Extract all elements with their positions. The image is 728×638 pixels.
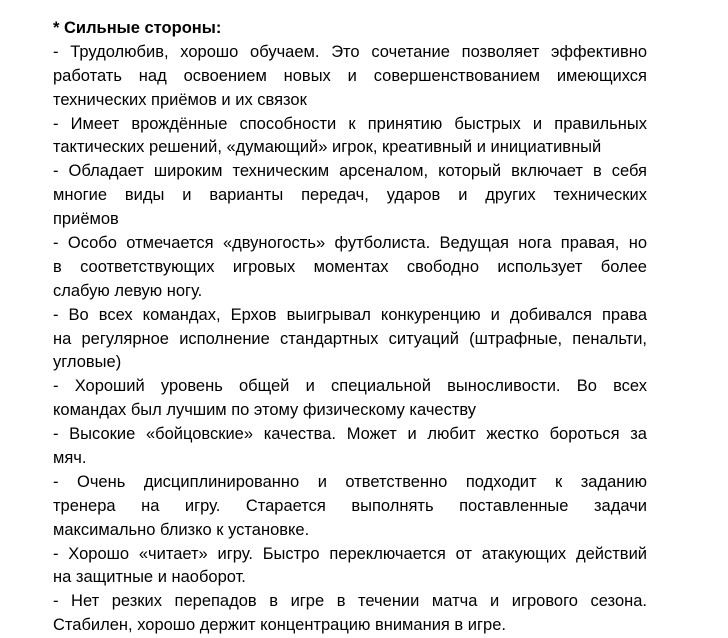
text-line: тактических решений, «думающий» игрок, креативный и инициативный <box>53 138 602 157</box>
text-line: командах был лучшим по этому физическому качеству <box>53 401 477 420</box>
text-line: в соответствующих игровых моментах свободно использует более <box>53 257 647 276</box>
text-line: - Особо отмечается «двуногость» футболиста. Ведущая нога правая, но <box>53 234 647 253</box>
text-line: приёмов <box>53 210 119 229</box>
section-title: * Сильные стороны: <box>53 19 222 37</box>
text-line: - Обладает широким техническим арсеналом, который включает в себя <box>53 162 647 181</box>
text-line: на защитные и наоборот. <box>53 568 246 587</box>
text-line: работать над освоением новых и совершенствованием имеющихся <box>53 66 647 85</box>
text-line: - Нет резких перепадов в игре в течении матча и игрового сезона. <box>53 592 647 611</box>
text-line: максимально близко к установке. <box>53 520 310 539</box>
document-body <box>53 17 647 638</box>
text-line: многие виды и варианты передач, ударов и других технических <box>53 186 647 205</box>
text-line: Стабилен, хорошо держит концентрацию внимания в игре. <box>53 616 506 635</box>
text-line: - Очень дисциплинированно и ответственно подходит к заданию <box>53 472 647 491</box>
text-line: слабую левую ногу. <box>53 281 203 300</box>
text-line: технических приёмов и их связок <box>53 90 307 109</box>
text-line: угловые) <box>53 353 122 372</box>
text-line: - Хорошо «читает» игру. Быстро переключается от атакующих действий <box>53 544 647 563</box>
text-line: - Высокие «бойцовские» качества. Может и любит жестко бороться за <box>53 425 647 444</box>
text-line: - Во всех командах, Ерхов выигрывал конкуренцию и добивался права <box>53 305 647 324</box>
text-line: мяч. <box>53 449 87 468</box>
text-line: - Имеет врождённые способности к принятию быстрых и правильных <box>53 114 647 133</box>
paragraph-lines <box>53 41 647 638</box>
text-line: на регулярное исполнение стандартных ситуаций (штрафные, пенальти, <box>53 329 647 348</box>
text-line: - Трудолюбив, хорошо обучаем. Это сочетание позволяет эффективно <box>53 42 647 61</box>
text-line: тренера на игру. Старается выполнять поставленные задачи <box>53 496 647 515</box>
text-line: - Хороший уровень общей и специальной выносливости. Во всех <box>53 377 647 396</box>
